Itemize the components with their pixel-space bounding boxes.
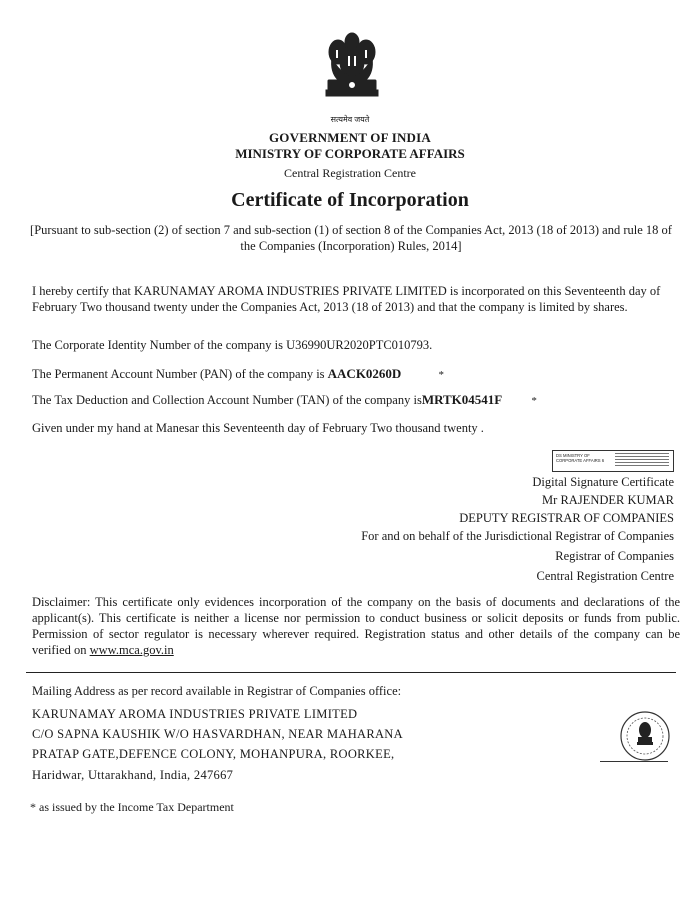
mailing-heading: Mailing Address as per record available in Registrar of Companies office: [32,684,402,698]
stamp-line-2: CORPORATE AFFAIRS 6 [556,458,605,463]
address-line-4: Haridwar, Uttarakhand, India, 247667 [32,768,234,782]
national-emblem-icon [318,28,386,120]
mca-link[interactable]: www.mca.gov.in [89,643,174,657]
given-line: Given under my hand at Manesar this Seventeenth day of February Two thousand twenty . [32,421,484,435]
disclaimer-text: Disclaimer: This certificate only evidences incorporation of the company on the basis of documents and declarations of the applicant(s). This certificate is neither a license nor permission to conduct business or solicit deposits or funds from public. Permission of sector regulator is necessary wherever required. Registration status and other details of the company can be verified on [32,595,680,657]
tan-label: The Tax Deduction and Collection Account Number (TAN) of the company is [32,393,422,407]
digital-signature-stamp [552,450,674,472]
signature-line-5: Registrar of Companies [555,549,674,563]
pan-label: The Permanent Account Number (PAN) of the company is [32,367,325,381]
pan-line [32,366,680,383]
cin-line [32,337,680,353]
emblem-motto: सत्यमेव जयते [330,115,370,124]
signature-line-6: Central Registration Centre [536,569,674,583]
official-seal-icon [618,710,672,762]
signature-line-4: For and on behalf of the Jurisdictional Registrar of Companies [361,529,674,543]
stamp-line-1: DS MINISTRY OF [556,453,590,458]
tan-value: MRTK04541F [421,392,503,407]
address-line-1: KARUNAMAY AROMA INDUSTRIES PRIVATE LIMITED [32,707,358,721]
pan-value: AACK0260D [327,366,402,381]
signature-line-1: Digital Signature Certificate [532,475,674,489]
tan-marker: * [531,395,537,407]
address-line-3: PRATAP GATE,DEFENCE COLONY, MOHANPURA, ROORKEE, [32,747,395,761]
cin-value: U36990UR2020PTC010793. [286,338,433,352]
ministry-heading: MINISTRY OF CORPORATE AFFAIRS [235,146,465,161]
government-heading: GOVERNMENT OF INDIA [269,130,431,145]
certify-paragraph: I hereby certify that KARUNAMAY AROMA INDUSTRIES PRIVATE LIMITED is incorporated on this Seventeenth day of February Two thousand twenty under the Companies Act, 2013 (18 of 2013) and that the company is limited by shares. [32,284,661,314]
footnote: * as issued by the Income Tax Department [30,800,234,814]
signature-line-3: DEPUTY REGISTRAR OF COMPANIES [459,511,674,525]
pursuant-clause: [Pursuant to sub-section (2) of section 7 and sub-section (1) of section 8 of the Companies Act, 2013 (18 of 2013) and rule 18 of the Companies (Incorporation) Rules, 2014] [30,223,672,253]
tan-line [32,392,680,409]
signature-line-2: Mr RAJENDER KUMAR [542,493,674,507]
pan-marker: * [438,369,444,381]
disclaimer [32,594,680,658]
divider [26,672,676,673]
page-title: Certificate of Incorporation [231,189,469,211]
seal-underline [600,761,668,762]
cin-label: The Corporate Identity Number of the company is [32,338,283,352]
stamp-detail-lines [615,453,669,468]
centre-subheading: Central Registration Centre [284,166,416,180]
address-line-2: C/O SAPNA KAUSHIK W/O HASVARDHAN, NEAR MAHARANA [32,727,403,741]
